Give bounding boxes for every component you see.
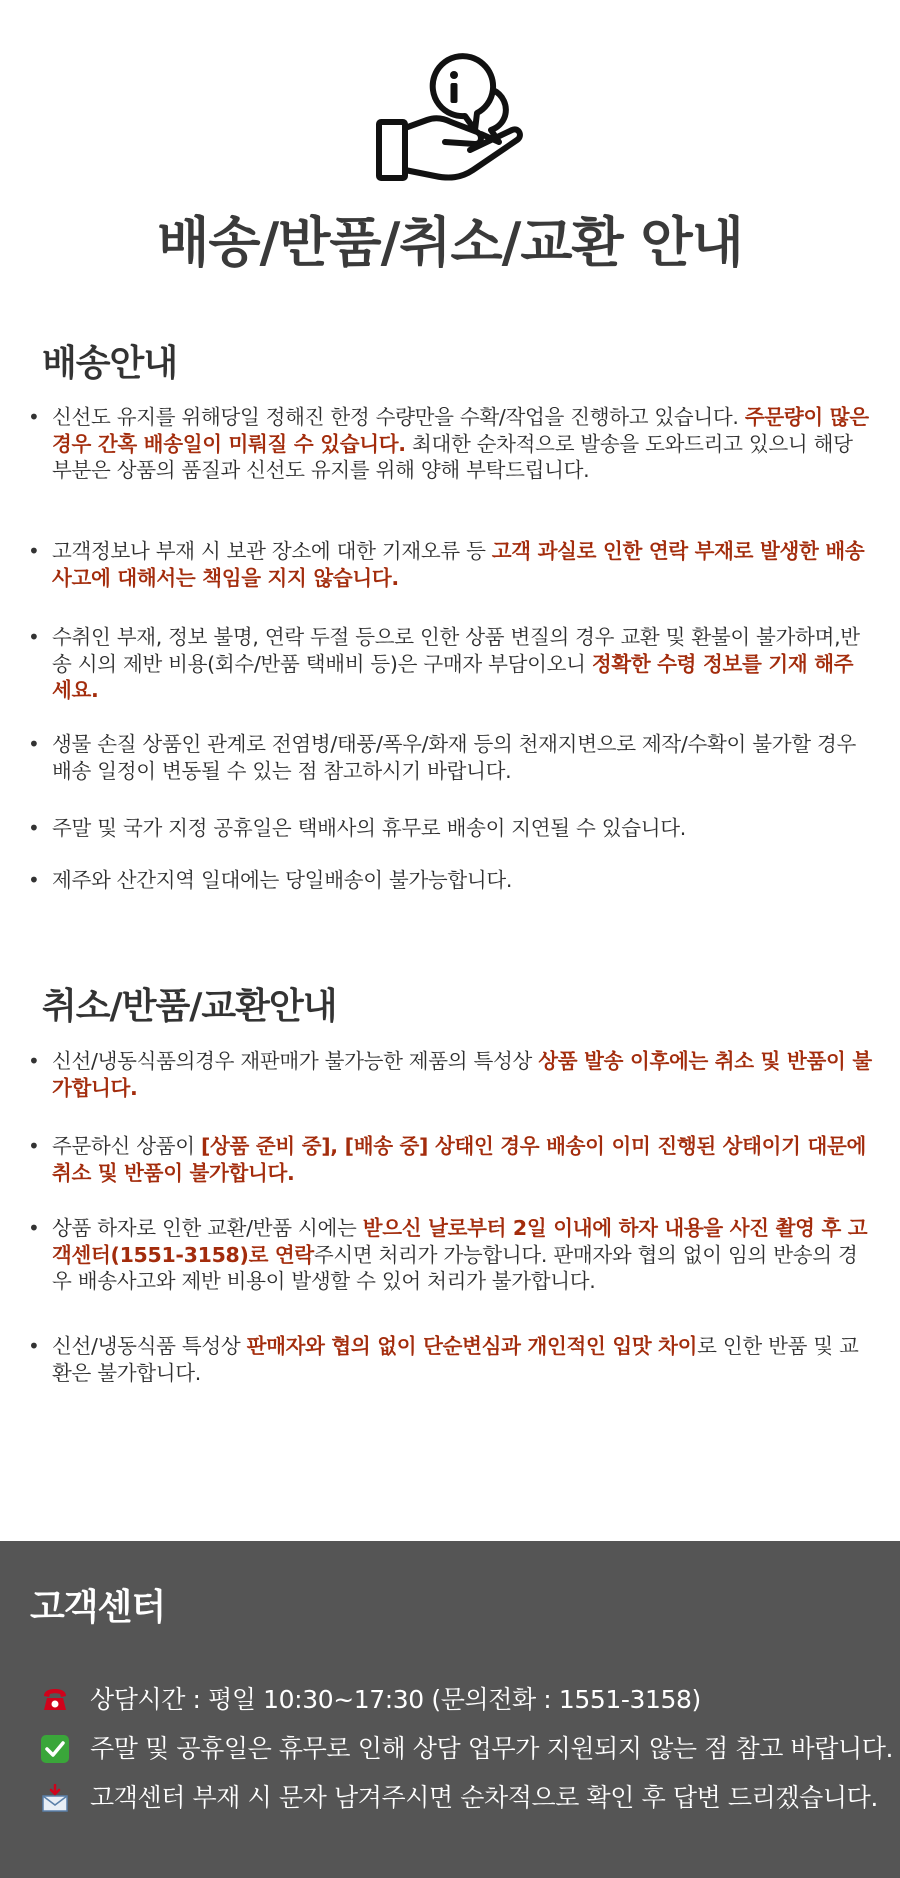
customer-center: [0, 1541, 900, 1878]
returns-item-text: 주문하신 상품이 [상품 준비 중], [배송 중] 상태인 경우 배송이 이미 진행된 상태이기 대문에 취소 및 반품이 불가합니다.: [52, 1134, 867, 1185]
shipping-item-text: 제주와 산간지역 일대에는 당일배송이 불가능합니다.: [52, 868, 513, 892]
page-title: 배송/반품/취소/교환 안내: [157, 211, 743, 274]
shipping-item-text: 수취인 부재, 정보 불명, 연락 두절 등으로 인한 상품 변질의 경우 교환 및 환불이 불가하며,반송 시의 제반 비용(회수/반품 택배비 등)은 구매자 부담이오니 정확한 수령 정보를 기재 해주세요.: [52, 625, 860, 702]
shipping-item-text: 신선도 유지를 위해당일 정해진 한정 수량만을 수확/작업을 진행하고 있습니다. 주문량이 많은 경우 간혹 배송일이 미뤄질 수 있습니다. 최대한 순차적으로 발송을 도와드리고 있으니 해당 부분은 상품의 품질과 신선도 유지를 위해 양해 부탁드립니다.: [52, 405, 869, 482]
bullet-icon: •: [28, 1134, 40, 1158]
customer-center-row-text: 고객센터 부재 시 문자 남겨주시면 순차적으로 확인 후 답변 드리겠습니다.: [90, 1783, 878, 1812]
returns-item-text: 신선/냉동식품 특성상 판매자와 협의 없이 단순변심과 개인적인 입맛 차이로 인한 반품 및 교환은 불가합니다.: [52, 1334, 859, 1385]
customer-center-row-text: 상담시간 : 평일 10:30~17:30 (문의전화 : 1551-3158): [90, 1685, 701, 1714]
customer-center-title: 고객센터: [30, 1587, 166, 1628]
bullet-icon: •: [28, 539, 40, 563]
bullet-icon: •: [28, 405, 40, 429]
returns-item-text: 신선/냉동식품의경우 재판매가 불가능한 제품의 특성상 상품 발송 이후에는 취소 및 반품이 불가합니다.: [52, 1049, 872, 1100]
returns-section-title: 취소/반품/교환안내: [42, 986, 337, 1027]
customer-center-row-text: 주말 및 공휴일은 휴무로 인해 상담 업무가 지원되지 않는 점 참고 바랍니다.: [90, 1734, 894, 1763]
check-box-icon: [40, 1735, 70, 1763]
telephone-icon: [40, 1686, 70, 1714]
bullet-icon: •: [28, 1334, 40, 1358]
shipping-section-title: 배송안내: [42, 343, 178, 384]
bullet-icon: •: [28, 816, 40, 840]
bullet-icon: •: [28, 625, 40, 649]
shipping-item-text: 생물 손질 상품인 관계로 전염병/태풍/폭우/화재 등의 천재지변으로 제작/수확이 불가할 경우 배송 일정이 변동될 수 있는 점 참고하시기 바랍니다.: [52, 732, 856, 783]
envelope-inbox-icon: [40, 1784, 70, 1812]
bullet-icon: •: [28, 1216, 40, 1240]
returns-item-text: 상품 하자로 인한 교환/반품 시에는 받으신 날로부터 2일 이내에 하자 내용을 사진 촬영 후 고객센터(1551-3158)로 연락주시면 처리가 가능합니다. 판매자와 협의 없이 임의 반송의 경우 배송사고와 제반 비용이 발생할 수 있어 처리가 불가합니다.: [52, 1216, 868, 1293]
shipping-item-text: 고객정보나 부재 시 보관 장소에 대한 기재오류 등 고객 과실로 인한 연락 부재로 발생한 배송 사고에 대해서는 책임을 지지 않습니다.: [52, 539, 865, 590]
bullet-icon: •: [28, 1049, 40, 1073]
info-hand-icon: [375, 42, 530, 192]
bullet-icon: •: [28, 732, 40, 756]
shipping-item-text: 주말 및 국가 지정 공휴일은 택배사의 휴무로 배송이 지연될 수 있습니다.: [52, 816, 686, 840]
bullet-icon: •: [28, 868, 40, 892]
